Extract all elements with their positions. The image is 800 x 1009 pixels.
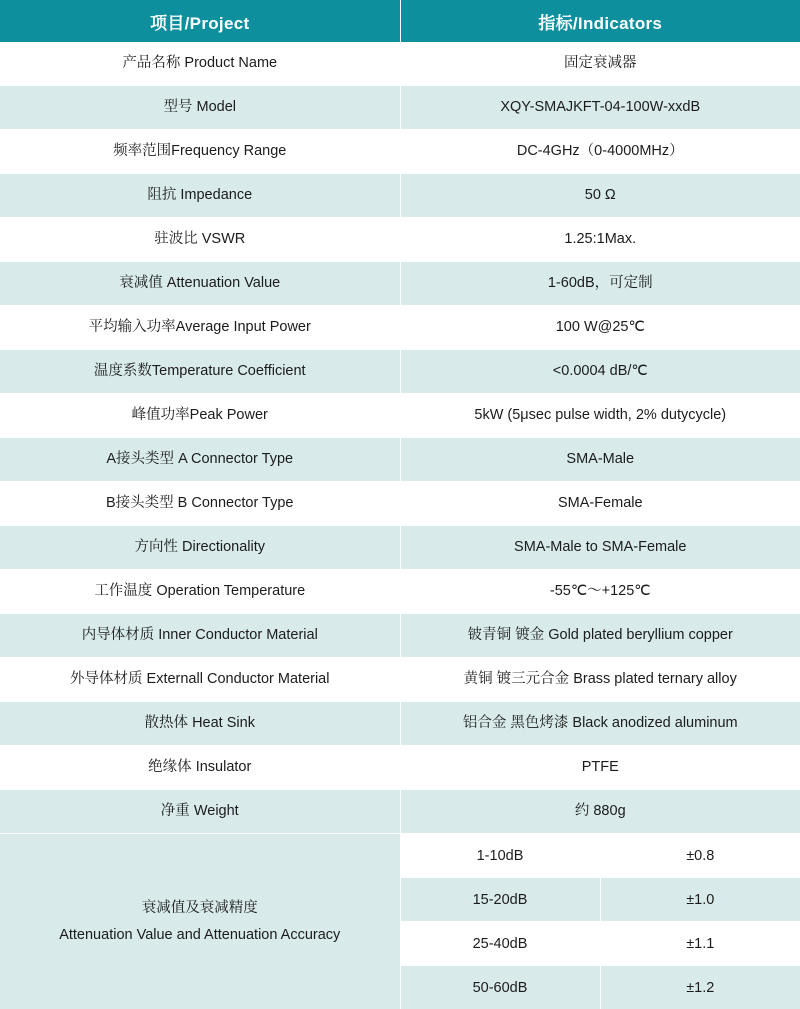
- attenuation-row: [0, 834, 800, 878]
- attenuation-accuracy: ±1.0: [600, 878, 800, 922]
- row-label: 驻波比 VSWR: [0, 218, 400, 262]
- attenuation-accuracy: ±0.8: [600, 834, 800, 878]
- row-label: 外导体材质 Externall Conductor Material: [0, 658, 400, 702]
- attenuation-label-line2: Attenuation Value and Attenuation Accuracy: [0, 922, 400, 948]
- row-label: 平均输入功率Average Input Power: [0, 306, 400, 350]
- attenuation-range: 25-40dB: [400, 922, 600, 966]
- row-value: SMA-Male: [400, 438, 800, 482]
- attenuation-accuracy-label: [0, 834, 400, 1009]
- row-label: 阻抗 Impedance: [0, 174, 400, 218]
- table-row: [0, 790, 800, 834]
- row-label: 绝缘体 Insulator: [0, 746, 400, 790]
- row-value: XQY-SMAJKFT-04-100W-xxdB: [400, 86, 800, 130]
- table-row: [0, 218, 800, 262]
- row-value: DC-4GHz（0-4000MHz）: [400, 130, 800, 174]
- row-label: 工作温度 Operation Temperature: [0, 570, 400, 614]
- attenuation-accuracy: ±1.1: [600, 922, 800, 966]
- table-row: [0, 130, 800, 174]
- row-value: 铍青铜 镀金 Gold plated beryllium copper: [400, 614, 800, 658]
- row-label: 产品名称 Product Name: [0, 42, 400, 86]
- table-row: [0, 482, 800, 526]
- row-value: 1-60dB，可定制: [400, 262, 800, 306]
- header-project: 项目/Project: [0, 0, 400, 42]
- table-row: [0, 526, 800, 570]
- row-value: 100 W@25℃: [400, 306, 800, 350]
- attenuation-label-line1: 衰减值及衰减精度: [0, 895, 400, 921]
- table-header-row: [0, 0, 800, 42]
- row-label: 频率范围Frequency Range: [0, 130, 400, 174]
- table-row: [0, 86, 800, 130]
- table-row: [0, 570, 800, 614]
- row-value: 约 880g: [400, 790, 800, 834]
- attenuation-range: 15-20dB: [400, 878, 600, 922]
- table-row: [0, 262, 800, 306]
- row-label: 型号 Model: [0, 86, 400, 130]
- row-value: 固定衰减器: [400, 42, 800, 86]
- row-value: PTFE: [400, 746, 800, 790]
- table-row: [0, 306, 800, 350]
- row-value: 50 Ω: [400, 174, 800, 218]
- attenuation-accuracy: ±1.2: [600, 966, 800, 1009]
- table-row: [0, 614, 800, 658]
- row-label: 温度系数Temperature Coefficient: [0, 350, 400, 394]
- row-value: <0.0004 dB/℃: [400, 350, 800, 394]
- table-row: [0, 394, 800, 438]
- row-label: B接头类型 B Connector Type: [0, 482, 400, 526]
- row-value: SMA-Male to SMA-Female: [400, 526, 800, 570]
- row-label: 方向性 Directionality: [0, 526, 400, 570]
- attenuation-range: 1-10dB: [400, 834, 600, 878]
- row-value: 铝合金 黑色烤漆 Black anodized aluminum: [400, 702, 800, 746]
- row-label: A接头类型 A Connector Type: [0, 438, 400, 482]
- table-row: [0, 174, 800, 218]
- row-value: 1.25:1Max.: [400, 218, 800, 262]
- row-value: 黄铜 镀三元合金 Brass plated ternary alloy: [400, 658, 800, 702]
- header-indicators: 指标/Indicators: [400, 0, 800, 42]
- row-label: 峰值功率Peak Power: [0, 394, 400, 438]
- table-row: [0, 42, 800, 86]
- row-value: 5kW (5μsec pulse width, 2% dutycycle): [400, 394, 800, 438]
- table-row: [0, 438, 800, 482]
- row-label: 衰减值 Attenuation Value: [0, 262, 400, 306]
- table-row: [0, 702, 800, 746]
- attenuation-range: 50-60dB: [400, 966, 600, 1009]
- row-label: 散热体 Heat Sink: [0, 702, 400, 746]
- row-label: 净重 Weight: [0, 790, 400, 834]
- table-row: [0, 350, 800, 394]
- table-row: [0, 746, 800, 790]
- table-row: [0, 658, 800, 702]
- row-value: -55℃～+125℃: [400, 570, 800, 614]
- row-value: SMA-Female: [400, 482, 800, 526]
- row-label: 内导体材质 Inner Conductor Material: [0, 614, 400, 658]
